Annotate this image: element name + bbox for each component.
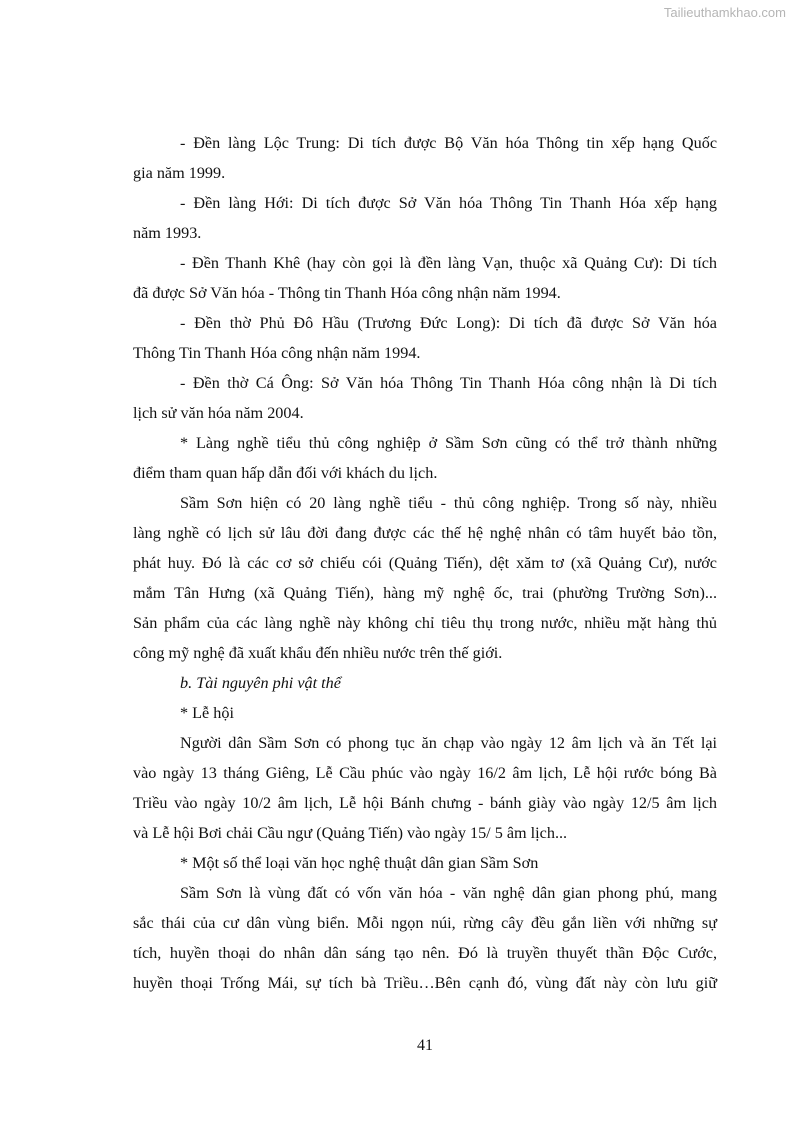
text-line: điểm tham quan hấp dẫn đối với khách du lịch. — [133, 464, 438, 482]
text-line: - Đền thờ Phủ Đô Hầu (Trương Đức Long): Di tích đã được Sở Văn hóa — [180, 314, 717, 332]
text-line: b. Tài nguyên phi vật thể — [180, 674, 341, 692]
text-line: tích, huyền thoại do nhân dân sáng tạo nên. Đó là truyền thuyết thần Độc Cước, — [133, 944, 717, 962]
text-line: - Đền Thanh Khê (hay còn gọi là đền làng Vạn, thuộc xã Quảng Cư): Di tích — [180, 254, 717, 272]
paragraph — [133, 368, 717, 428]
section-heading — [133, 668, 717, 698]
page-number: 41 — [417, 1037, 433, 1054]
text-line: Sầm Sơn hiện có 20 làng nghề tiểu - thủ công nghiệp. Trong số này, nhiều — [180, 494, 717, 512]
text-line: lịch sử văn hóa năm 2004. — [133, 404, 304, 422]
paragraph — [133, 728, 717, 848]
text-line: mắm Tân Hưng (xã Quảng Tiến), hàng mỹ nghệ ốc, trai (phường Trường Sơn)... — [133, 584, 717, 602]
paragraph — [133, 188, 717, 248]
paragraph — [133, 698, 717, 728]
paragraph — [133, 878, 717, 998]
text-line: công mỹ nghệ đã xuất khẩu đến nhiều nước trên thế giới. — [133, 644, 503, 662]
watermark: Tailieuthamkhao.com — [663, 5, 786, 20]
paragraph — [133, 248, 717, 308]
text-line: - Đền làng Hới: Di tích được Sở Văn hóa Thông Tin Thanh Hóa xếp hạng — [180, 194, 717, 212]
text-line: * Làng nghề tiểu thủ công nghiệp ở Sầm Sơn cũng có thể trở thành những — [180, 434, 717, 452]
text-line: * Một số thể loại văn học nghệ thuật dân gian Sầm Sơn — [180, 854, 539, 872]
document-body — [133, 128, 717, 998]
text-line: năm 1993. — [133, 224, 202, 242]
text-line: Triều vào ngày 10/2 âm lịch, Lễ hội Bánh chưng - bánh giày vào ngày 12/5 âm lịch — [133, 794, 717, 812]
text-line: Thông Tin Thanh Hóa công nhận năm 1994. — [133, 344, 421, 362]
text-line: gia năm 1999. — [133, 164, 226, 182]
paragraph — [133, 428, 717, 488]
text-line: vào ngày 13 tháng Giêng, Lễ Cầu phúc vào ngày 16/2 âm lịch, Lễ hội rước bóng Bà — [133, 764, 717, 782]
text-line: sắc thái của cư dân vùng biển. Mỗi ngọn núi, rừng cây đều gắn liền với những sự — [133, 914, 717, 932]
paragraph — [133, 128, 717, 188]
paragraph — [133, 308, 717, 368]
text-line: - Đền làng Lộc Trung: Di tích được Bộ Văn hóa Thông tin xếp hạng Quốc — [180, 134, 717, 152]
paragraph — [133, 488, 717, 668]
text-line: làng nghề có lịch sử lâu đời đang được các thế hệ nghệ nhân có tâm huyết bảo tồn, — [133, 524, 717, 542]
text-line: * Lễ hội — [180, 704, 234, 722]
text-line: và Lễ hội Bơi chải Cầu ngư (Quảng Tiến) vào ngày 15/ 5 âm lịch... — [133, 824, 568, 842]
paragraph — [133, 848, 717, 878]
text-line: Sản phẩm của các làng nghề này không chỉ tiêu thụ trong nước, nhiều mặt hàng thủ — [133, 614, 717, 632]
text-line: đã được Sở Văn hóa - Thông tin Thanh Hóa công nhận năm 1994. — [133, 284, 561, 302]
text-line: huyền thoại Trống Mái, sự tích bà Triều…Bên cạnh đó, vùng đất này còn lưu giữ — [133, 974, 717, 992]
text-line: - Đền thờ Cá Ông: Sở Văn hóa Thông Tin Thanh Hóa công nhận là Di tích — [180, 374, 717, 392]
text-line: Người dân Sầm Sơn có phong tục ăn chạp vào ngày 12 âm lịch và ăn Tết lại — [180, 734, 717, 752]
text-line: Sầm Sơn là vùng đất có vốn văn hóa - văn nghệ dân gian phong phú, mang — [180, 884, 717, 902]
text-line: phát huy. Đó là các cơ sở chiếu cói (Quảng Tiến), dệt xăm tơ (xã Quảng Cư), nước — [133, 554, 717, 572]
